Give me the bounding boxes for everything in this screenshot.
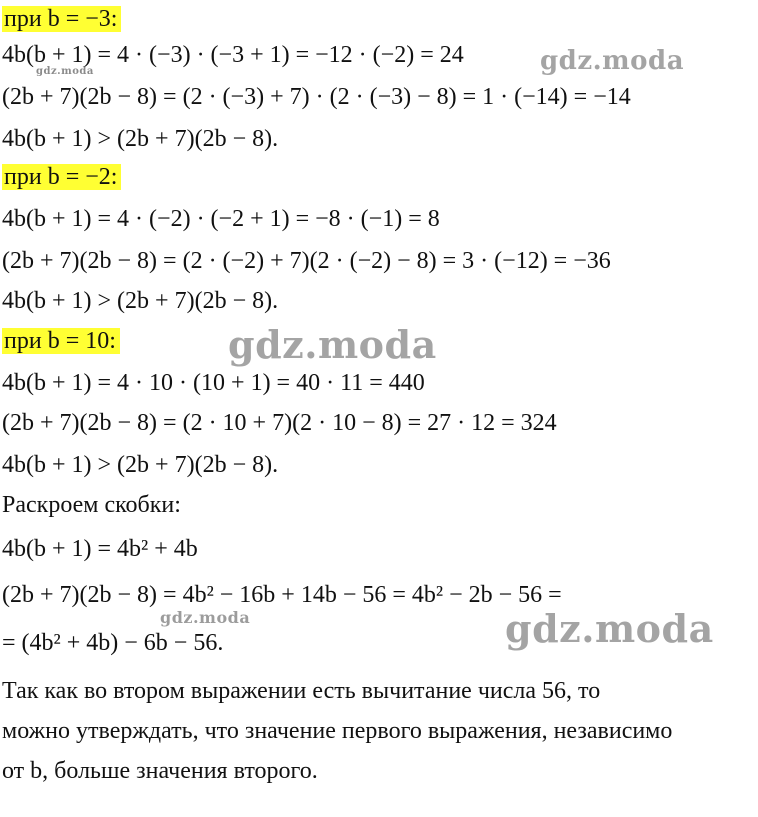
case-1-line-2: (2b + 7)(2b − 8) = (2 · (−3) + 7) · (2 · (−3) − 8) = 1 · (−14) = −14 [2, 84, 631, 110]
expand-line-2: (2b + 7)(2b − 8) = 4b² − 16b + 14b − 56 = 4b² − 2b − 56 = [2, 582, 562, 608]
watermark-tiny: gdz.moda [36, 66, 94, 77]
case-2-line-2: (2b + 7)(2b − 8) = (2 · (−2) + 7)(2 · (−2) − 8) = 3 · (−12) = −36 [2, 248, 611, 274]
watermark-top-right: gdz.moda [540, 46, 685, 76]
case-3-line-3: 4b(b + 1) > (2b + 7)(2b − 8). [2, 452, 279, 478]
conclusion-line-2: можно утверждать, что значение первого выражения, независимо [2, 718, 673, 744]
case-1-line-1: 4b(b + 1) = 4 · (−3) · (−3 + 1) = −12 · (−2) = 24 [2, 42, 464, 68]
conclusion-line-3: от b, больше значения второго. [2, 758, 318, 784]
case-2-heading: при b = −2: [2, 162, 121, 192]
watermark-small: gdz.moda [160, 608, 251, 627]
case-3-heading: при b = 10: [2, 326, 120, 356]
case-2-line-3: 4b(b + 1) > (2b + 7)(2b − 8). [2, 288, 279, 314]
watermark-center: gdz.moda [228, 322, 437, 367]
case-1-line-3: 4b(b + 1) > (2b + 7)(2b − 8). [2, 126, 279, 152]
case-3-line-1: 4b(b + 1) = 4 · 10 · (10 + 1) = 40 · 11 = 440 [2, 370, 425, 396]
expand-heading: Раскроем скобки: [2, 492, 181, 518]
expand-line-3: = (4b² + 4b) − 6b − 56. [2, 630, 224, 656]
expand-line-1: 4b(b + 1) = 4b² + 4b [2, 536, 198, 562]
case-2-line-1: 4b(b + 1) = 4 · (−2) · (−2 + 1) = −8 · (−1) = 8 [2, 206, 440, 232]
conclusion-line-1: Так как во втором выражении есть вычитание числа 56, то [2, 678, 601, 704]
watermark-bottom-right: gdz.moda [505, 606, 714, 651]
case-1-heading: при b = −3: [2, 4, 121, 34]
case-3-line-2: (2b + 7)(2b − 8) = (2 · 10 + 7)(2 · 10 − 8) = 27 · 12 = 324 [2, 410, 557, 436]
